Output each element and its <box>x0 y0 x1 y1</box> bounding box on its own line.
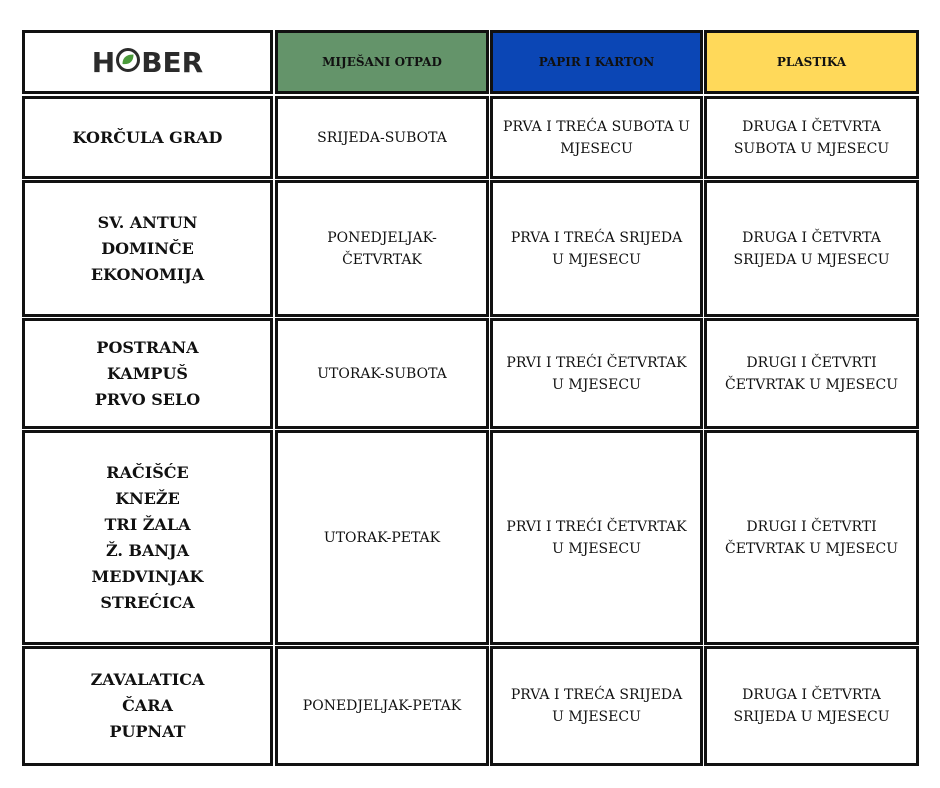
location-name: TRI ŽALA <box>104 514 191 534</box>
header-mixed-waste <box>275 30 489 94</box>
row-location <box>22 180 273 317</box>
header-plastic-label: PLASTIKA <box>776 55 847 69</box>
plastic-schedule-text: DRUGA I ČETVRTA SRIJEDA U MJESECU <box>733 687 890 725</box>
row-paper-schedule <box>490 180 703 317</box>
location-name: EKONOMIJA <box>90 264 205 284</box>
location-name: DOMINČE <box>101 238 194 258</box>
row-plastic-schedule <box>704 430 919 645</box>
plastic-schedule-text: DRUGA I ČETVRTA SRIJEDA U MJESECU <box>733 229 890 268</box>
location-name: ZAVALATICA <box>90 670 205 689</box>
row-mixed-schedule <box>275 646 489 766</box>
location-name: KAMPUŠ <box>107 363 188 383</box>
row-plastic-schedule <box>704 180 919 317</box>
paper-schedule-text: PRVI I TREĆI ČETVRTAK U MJESECU <box>506 354 687 393</box>
mixed-schedule-text: PONEDJELJAK-PETAK <box>302 698 462 714</box>
logo-cell <box>22 30 273 94</box>
location-name: KORČULA GRAD <box>72 127 223 147</box>
row-location <box>22 318 273 429</box>
row-paper-schedule <box>490 646 703 766</box>
plastic-schedule-text: DRUGA I ČETVRTA SUBOTA U MJESECU <box>733 118 890 157</box>
row-mixed-schedule <box>275 96 489 179</box>
location-name: ČARA <box>122 696 173 715</box>
location-name: RAČIŠĆE <box>106 462 189 482</box>
location-name: PUPNAT <box>109 722 186 741</box>
row-location <box>22 646 273 766</box>
mixed-schedule-text: UTORAK-PETAK <box>323 529 441 546</box>
logo-text-end: BER <box>141 45 204 79</box>
header-mixed-waste-label: MIJEŠANI OTPAD <box>322 55 442 69</box>
location-name: KNEŽE <box>115 488 180 508</box>
row-mixed-schedule <box>275 180 489 317</box>
row-location <box>22 430 273 645</box>
paper-schedule-text: PRVA I TREĆA SRIJEDA U MJESECU <box>510 229 683 268</box>
row-plastic-schedule <box>704 96 919 179</box>
plastic-schedule-text: DRUGI I ČETVRTI ČETVRTAK U MJESECU <box>724 518 898 557</box>
header-plastic <box>704 30 919 94</box>
mixed-schedule-text: UTORAK-SUBOTA <box>317 365 447 382</box>
paper-schedule-text: PRVA I TREĆA SRIJEDA U MJESECU <box>510 687 683 725</box>
row-paper-schedule <box>490 318 703 429</box>
paper-schedule-text: PRVI I TREĆI ČETVRTAK U MJESECU <box>506 518 687 557</box>
location-name: POSTRANA <box>96 337 199 357</box>
location-name: SV. ANTUN <box>97 212 198 232</box>
mixed-schedule-text: SRIJEDA-SUBOTA <box>317 129 447 146</box>
row-mixed-schedule <box>275 430 489 645</box>
row-mixed-schedule <box>275 318 489 429</box>
hober-logo <box>92 46 203 79</box>
location-name: Ž. BANJA <box>105 540 190 560</box>
row-paper-schedule <box>490 96 703 179</box>
row-plastic-schedule <box>704 318 919 429</box>
location-name: STREĆICA <box>100 592 195 612</box>
logo-text-start: H <box>91 45 116 79</box>
header-paper-label: PAPIR I KARTON <box>538 55 655 69</box>
location-name: PRVO SELO <box>94 389 201 409</box>
location-name: MEDVINJAK <box>91 566 204 586</box>
leaf-logo-icon <box>116 46 140 79</box>
row-paper-schedule <box>490 430 703 645</box>
paper-schedule-text: PRVA I TREĆA SUBOTA U MJESECU <box>503 118 690 157</box>
row-plastic-schedule <box>704 646 919 766</box>
header-paper <box>490 30 703 94</box>
row-location <box>22 96 273 179</box>
plastic-schedule-text: DRUGI I ČETVRTI ČETVRTAK U MJESECU <box>724 354 898 393</box>
mixed-schedule-text: PONEDJELJAK-ČETVRTAK <box>327 229 437 268</box>
